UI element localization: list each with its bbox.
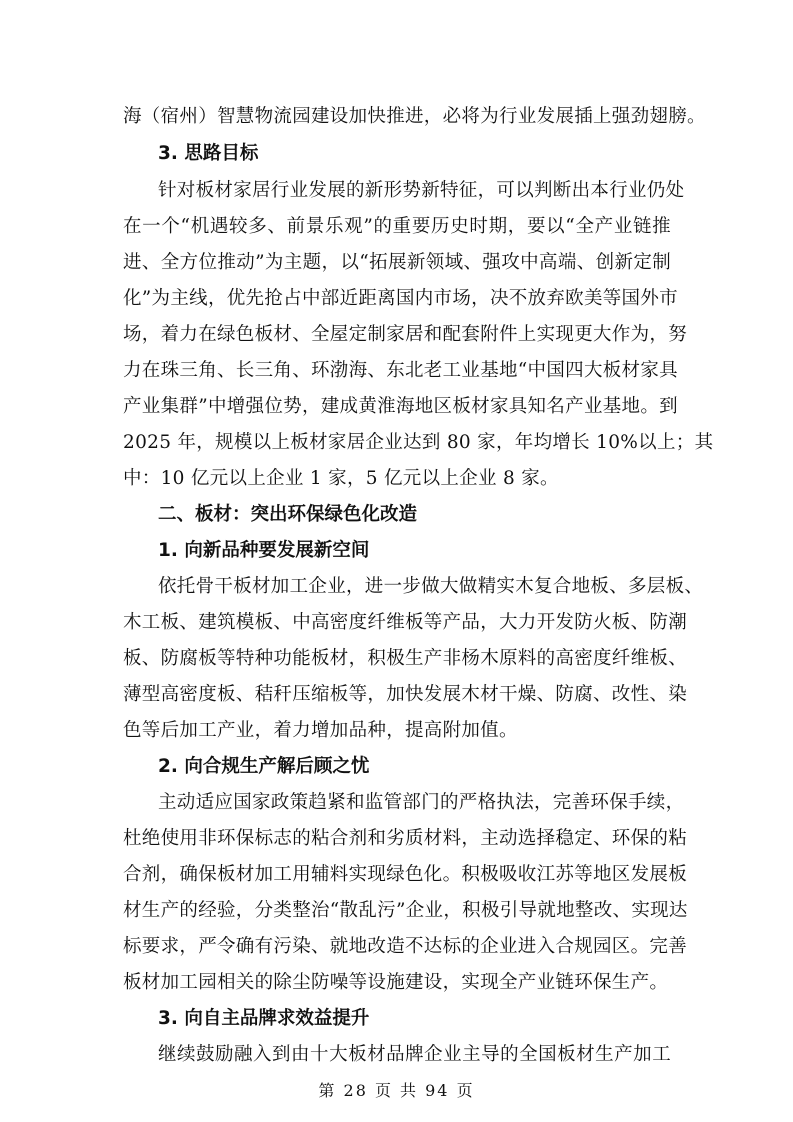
paragraph-line: 薄型高密度板、秸秆压缩板等，加快发展木材干燥、防腐、改性、染	[123, 684, 688, 705]
paragraph-line: 产业集群”中增强位势，建成黄淮海地区板材家具知名产业基地。到	[123, 396, 678, 417]
section-heading: 3. 思路目标	[158, 143, 259, 164]
chapter-heading: 二、板材：突出环保绿色化改造	[158, 504, 418, 525]
paragraph-line: 标要求，严令确有污染、就地改造不达标的企业进入合规园区。完善	[123, 936, 688, 957]
paragraph-line: 杜绝使用非环保标志的粘合剂和劣质材料，主动选择稳定、环保的粘	[123, 828, 688, 849]
paragraph-line: 主动适应国家政策趋紧和监管部门的严格执法，完善环保手续，	[158, 792, 685, 813]
paragraph-line: 材生产的经验，分类整治“散乱污”企业，积极引导就地整改、实现达	[123, 900, 688, 921]
paragraph-line: 2025 年，规模以上板材家居企业达到 80 家，年均增长 10%以上；其	[123, 432, 714, 453]
paragraph-line: 海（宿州）智慧物流园建设加快推进，必将为行业发展插上强劲翅膀。	[123, 106, 706, 127]
paragraph-line: 在一个“机遇较多、前景乐观”的重要历史时期，要以“全产业链推	[123, 216, 671, 237]
paragraph-line: 继续鼓励融入到由十大板材品牌企业主导的全国板材生产加工	[158, 1044, 671, 1065]
paragraph-line: 力在珠三角、长三角、环渤海、东北老工业基地“中国四大板材家具	[123, 360, 678, 381]
page-footer: 第 28 页 共 94 页	[318, 1081, 475, 1100]
section-heading: 1. 向新品种要发展新空间	[158, 540, 370, 561]
paragraph-line: 木工板、建筑模板、中高密度纤维板等产品，大力开发防火板、防潮	[123, 612, 688, 633]
paragraph-line: 依托骨干板材加工企业，进一步做大做精实木复合地板、多层板、	[158, 576, 704, 597]
section-heading: 2. 向合规生产解后顾之忧	[158, 756, 370, 777]
paragraph-line: 板、防腐板等特种功能板材，积极生产非杨木原料的高密度纤维板、	[123, 648, 688, 669]
paragraph-line: 场，着力在绿色板材、全屋定制家居和配套附件上实现更大作为，努	[123, 324, 688, 345]
paragraph-line: 色等后加工产业，着力增加品种，提高附加值。	[123, 720, 518, 741]
section-heading: 3. 向自主品牌求效益提升	[158, 1008, 370, 1029]
paragraph-line: 板材加工园相关的除尘防噪等设施建设，实现全产业链环保生产。	[123, 972, 669, 993]
paragraph-line: 中：10 亿元以上企业 1 家，5 亿元以上企业 8 家。	[123, 468, 559, 489]
paragraph-line: 合剂，确保板材加工用辅料实现绿色化。积极吸收江苏等地区发展板	[123, 864, 688, 885]
paragraph-line: 进、全方位推动”为主题，以“拓展新领域、强攻中高端、创新定制	[123, 252, 671, 273]
paragraph-line: 针对板材家居行业发展的新形势新特征，可以判断出本行业仍处	[158, 180, 685, 201]
paragraph-line: 化”为主线，优先抢占中部近距离国内市场，决不放弃欧美等国外市	[123, 288, 678, 309]
